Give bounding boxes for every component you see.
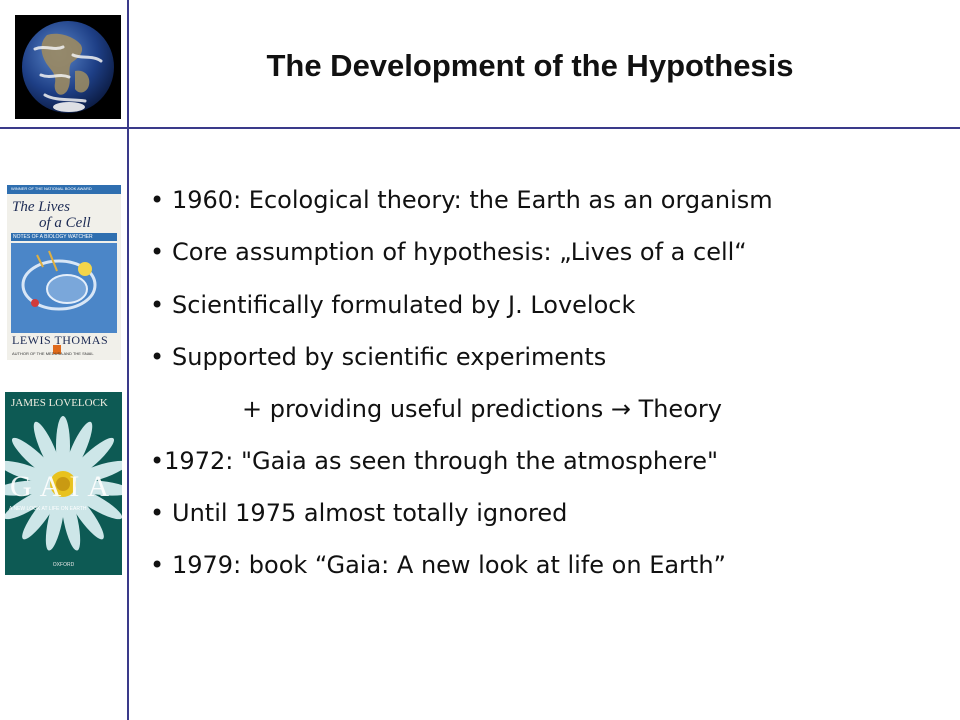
bullet-marker: • — [150, 238, 165, 266]
bullet-text: + providing useful predictions → Theory — [242, 395, 722, 423]
bullet-text: 1960: Ecological theory: the Earth as an organism — [172, 186, 773, 214]
vertical-rule — [127, 0, 129, 720]
bullet-text: Until 1975 almost totally ignored — [172, 499, 568, 527]
slide-title: The Development of the Hypothesis — [266, 48, 794, 83]
bullet-text: Supported by scientific experiments — [172, 343, 607, 371]
gaia-title: GAIA — [10, 470, 117, 503]
gaia-author: JAMES LOVELOCK — [11, 397, 108, 409]
bullet-text: 1972: "Gaia as seen through the atmosphere" — [164, 447, 718, 475]
book-cover-gaia — [5, 392, 122, 575]
gaia-footer: OXFORD — [52, 562, 75, 568]
bullet-item — [150, 550, 726, 580]
bullet-marker: • — [150, 499, 165, 527]
bullet-marker: • — [150, 551, 165, 579]
bullet-marker: • — [150, 186, 165, 214]
bullet-marker: • — [150, 343, 165, 371]
lives-title-line1: The Lives — [12, 199, 70, 215]
lives-title-line2: of a Cell — [39, 215, 91, 231]
bullet-text: 1979: book “Gaia: A new look at life on Earth” — [172, 551, 726, 579]
lives-subtitle: NOTES OF A BIOLOGY WATCHER — [13, 234, 93, 240]
bullet-marker: • — [150, 291, 165, 319]
bullet-item — [150, 498, 567, 528]
bullet-item — [150, 237, 747, 267]
gaia-subtitle: A NEW LOOK AT LIFE ON EARTH — [9, 506, 87, 512]
bullet-text: Scientifically formulated by J. Lovelock — [172, 291, 636, 319]
bullet-item — [150, 446, 718, 476]
lives-author: LEWIS THOMAS — [12, 333, 109, 347]
bullet-item — [150, 342, 606, 372]
horizontal-rule — [0, 127, 960, 129]
bullet-text: Core assumption of hypothesis: „Lives of a cell“ — [172, 238, 747, 266]
lives-footer: AUTHOR OF THE MEDUSA AND THE SNAIL — [12, 351, 94, 356]
lives-top-band: WINNER OF THE NATIONAL BOOK AWARD — [11, 186, 92, 191]
bullet-marker: • — [150, 447, 165, 475]
book-cover-lives-of-a-cell — [7, 185, 121, 360]
bullet-item — [150, 290, 635, 320]
bullet-continuation — [242, 394, 722, 424]
bullet-item — [150, 185, 773, 215]
earth-globe-icon — [15, 15, 121, 119]
earth-image — [15, 15, 121, 119]
